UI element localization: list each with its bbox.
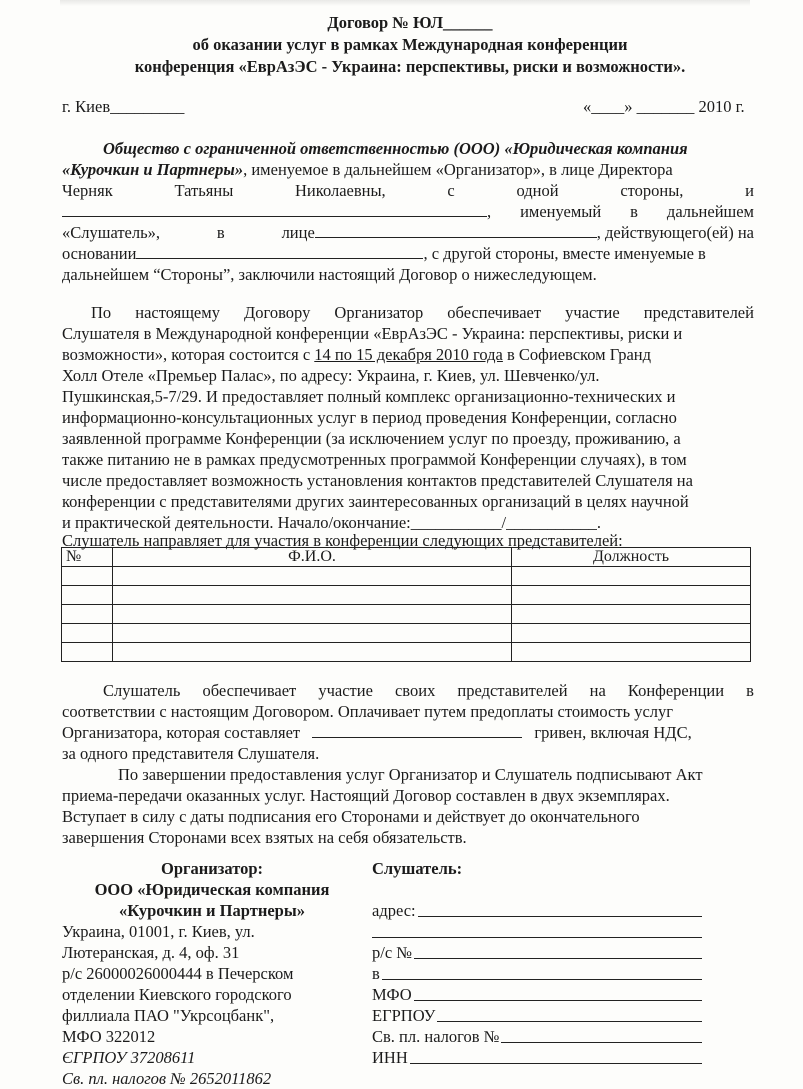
egrpou-label: ЕГРПОУ <box>372 1006 436 1025</box>
table-cell[interactable] <box>62 567 113 586</box>
inn-label: ИНН <box>372 1048 408 1067</box>
word: Татьяны <box>174 181 234 200</box>
parties-line-6-end: , с другой стороны, вместе именуемые в <box>423 244 706 263</box>
listener-tax-field[interactable] <box>372 1026 702 1047</box>
organizer-bank-3: филлиала ПАО "Укрсоцбанк", <box>62 1006 275 1025</box>
table-cell[interactable] <box>512 643 751 662</box>
col-number-header: № <box>62 548 113 567</box>
word: настоящему <box>135 303 220 322</box>
p4-line-2: приема-передачи оказанных услуг. Настоящий Договор составлен в двух экземплярах. <box>62 786 670 805</box>
table-cell[interactable] <box>512 567 751 586</box>
table-cell[interactable] <box>62 624 113 643</box>
p1-line-2: Слушателя в Международной конференции «ЕврАзЭС - Украина: перспективы, риски и <box>62 324 683 343</box>
table-cell[interactable] <box>512 624 751 643</box>
parties-line-5 <box>62 223 754 243</box>
address-blank-2[interactable] <box>372 937 702 938</box>
inn-blank[interactable] <box>410 1063 702 1064</box>
p1-line-9: числе предоставляет возможность установления контактов представителей Слушателя на <box>62 471 693 490</box>
organizer-bank-2: отделении Киевского городского <box>62 985 292 1004</box>
word: с <box>447 181 455 200</box>
word: именуемый <box>520 202 602 221</box>
table-row <box>62 643 751 662</box>
organizer-name-2: «Курочкин и Партнеры» <box>119 901 305 920</box>
bank-blank[interactable] <box>382 979 702 980</box>
table-cell[interactable] <box>512 605 751 624</box>
word: представителей <box>643 303 754 322</box>
organizer-egrpou: ЄГРПОУ 37208611 <box>62 1048 196 1067</box>
parties-line-4 <box>62 202 754 222</box>
egrpou-blank[interactable] <box>437 1021 702 1022</box>
listener-block <box>372 858 702 1068</box>
parties-line-7: дальнейшем “Стороны”, заключили настоящий Договор о нижеследующем. <box>62 265 597 284</box>
table-cell[interactable] <box>62 605 113 624</box>
table-cell[interactable] <box>62 643 113 662</box>
p3-line-1 <box>103 681 754 701</box>
p1-line-4: Холл Отеле «Премьер Палас», по адресу: Украина, г. Киев, ул. Шевченко/ул. <box>62 366 600 385</box>
organizer-block <box>62 858 362 1089</box>
word: представителей <box>457 681 568 700</box>
parties-line-3 <box>62 181 754 201</box>
p3-line-3 <box>62 723 692 743</box>
parties-line-2 <box>62 160 673 180</box>
organizer-bank-1: р/с 26000026000444 в Печерском <box>62 964 294 983</box>
listener-egrpou-field[interactable] <box>372 1005 702 1026</box>
word: в <box>746 681 754 700</box>
contract-subtitle: об оказании услуг в рамках Международная конференции <box>192 35 628 54</box>
organizer-name-1: ООО «Юридическая компания <box>94 880 330 899</box>
representatives-table <box>61 547 751 662</box>
p4-line-1: По завершении предоставления услуг Организатор и Слушатель подписывают Акт <box>118 765 703 784</box>
word: в <box>630 202 638 221</box>
listener-mfo-field[interactable] <box>372 984 702 1005</box>
organizer-mfo: МФО 322012 <box>62 1027 156 1046</box>
col-name-header: Ф.И.О. <box>113 548 512 567</box>
tax-label: Св. пл. налогов № <box>372 1027 500 1046</box>
p3-line-3-end: гривен, включая НДС, <box>534 723 692 742</box>
table-cell[interactable] <box>113 605 512 624</box>
account-blank[interactable] <box>414 958 702 959</box>
basis-label: основании <box>62 244 137 263</box>
address-blank[interactable] <box>418 916 702 917</box>
word: Организатор <box>334 303 424 322</box>
listener-inn-field[interactable] <box>372 1047 702 1068</box>
word: Николаевны, <box>295 181 386 200</box>
contract-title: Договор № ЮЛ______ <box>327 13 493 32</box>
place: г. Киев_________ <box>62 97 185 116</box>
table-cell[interactable] <box>512 586 751 605</box>
conference-name: конференция «ЕврАзЭС - Украина: перспективы, риски и возможности». <box>134 57 686 76</box>
table-row <box>62 605 751 624</box>
listener-address-field-2[interactable] <box>372 921 702 942</box>
word: Договору <box>244 303 311 322</box>
p1-line-3 <box>62 345 651 365</box>
organizer-tax-id: Св. пл. налогов № 2652011862 <box>62 1069 272 1088</box>
conference-dates: 14 по 15 декабря 2010 года <box>314 345 503 364</box>
table-cell[interactable] <box>113 586 512 605</box>
listener-address-field[interactable] <box>372 900 702 921</box>
p3-line-4: за одного представителя Слушателя. <box>62 744 320 763</box>
p3-line-3-start: Организатора, которая составляет <box>62 723 301 742</box>
word: По <box>91 303 112 322</box>
p1-line-7: заявленной программе Конференции (за исключением услуг по проезду, проживанию, а <box>62 429 681 448</box>
word: своих <box>394 681 436 700</box>
address-label: адрес: <box>372 901 416 920</box>
p1-line-10: конференции с представителями других заинтересованных организаций в целях научной <box>62 492 689 511</box>
p1-line-1 <box>91 303 754 323</box>
parties-line-6 <box>62 244 706 264</box>
word: участие <box>565 303 620 322</box>
word: стороны, <box>620 181 684 200</box>
word: Конференции <box>627 681 725 700</box>
representative-blank <box>315 223 597 238</box>
listener-title: Слушатель: <box>372 859 463 878</box>
p1-line-5: Пушкинская,5-7/29. И предоставляет полный комплекс организационно-технических и <box>62 387 676 406</box>
listener-bank-field[interactable] <box>372 963 702 984</box>
p1-line-3-start: возможности», которая состоится с <box>62 345 315 364</box>
listener-name-blank <box>62 202 487 217</box>
word: в <box>216 223 225 242</box>
mfo-label: МФО <box>372 985 412 1004</box>
word: , <box>487 202 492 221</box>
scan-artifact <box>60 0 750 6</box>
table-cell[interactable] <box>62 586 113 605</box>
account-label: р/с № <box>372 943 413 962</box>
word: дальнейшем <box>666 202 754 221</box>
p2-line: Слушатель направляет для участия в конференции следующих представителей: <box>62 531 623 550</box>
table-row <box>62 624 751 643</box>
price-blank <box>312 723 522 738</box>
word: одной <box>516 181 559 200</box>
word: Черняк <box>62 181 113 200</box>
word: участие <box>318 681 373 700</box>
organizer-full-name: Общество с ограниченной ответственностью (ООО) «Юридическая компания <box>103 139 688 158</box>
table-header-row <box>62 548 751 567</box>
organizer-title: Организатор: <box>160 859 264 878</box>
p3-line-2: соответствии с настоящим Договором. Оплачивает путем предоплаты стоимость услуг <box>62 702 674 721</box>
table-cell[interactable] <box>113 624 512 643</box>
p1-line-8: также питанию не в рамках предусмотренных программой Конференции случаях), в том <box>62 450 687 469</box>
table-row <box>62 586 751 605</box>
table-cell[interactable] <box>113 643 512 662</box>
col-position-header: Должность <box>512 548 751 567</box>
p1-line-11: и практической деятельности. Начало/окончание:___________/___________. <box>62 513 601 532</box>
table-cell[interactable] <box>113 567 512 586</box>
table-row <box>62 567 751 586</box>
word: на <box>589 681 606 700</box>
organizer-address-2: Лютеранская, д. 4, оф. 31 <box>62 943 240 962</box>
parties-line-5-end: , действующего(ей) на <box>596 223 754 242</box>
p1-line-3-end: в Софиевском Гранд <box>502 345 652 364</box>
listener-account-field[interactable] <box>372 942 702 963</box>
p4-line-4: завершения Сторонами всех взятых на себя обязательств. <box>62 828 467 847</box>
organizer-short-name: «Курочкин и Партнеры» <box>62 160 244 179</box>
contract-date: «____» _______ 2010 г. <box>583 97 745 116</box>
mfo-blank[interactable] <box>414 1000 702 1001</box>
word: обеспечивает <box>447 303 542 322</box>
parties-line-2-rest: , именуемое в дальнейшем «Организатор», в лице Директора <box>243 160 673 179</box>
bank-label: в <box>372 964 380 983</box>
p1-line-6: информационно-консультационных услуг в период проведения Конференции, согласно <box>62 408 677 427</box>
word: обеспечивает <box>202 681 297 700</box>
organizer-address-1: Украина, 01001, г. Киев, ул. <box>62 922 255 941</box>
word: лице <box>281 223 315 242</box>
basis-blank <box>136 244 423 259</box>
word: «Слушатель», <box>62 223 161 242</box>
p4-line-3: Вступает в силу с даты подписания его Сторонами и действует до окончательного <box>62 807 640 826</box>
word: Слушатель <box>103 681 181 700</box>
word: и <box>745 181 754 200</box>
tax-blank[interactable] <box>501 1042 702 1043</box>
